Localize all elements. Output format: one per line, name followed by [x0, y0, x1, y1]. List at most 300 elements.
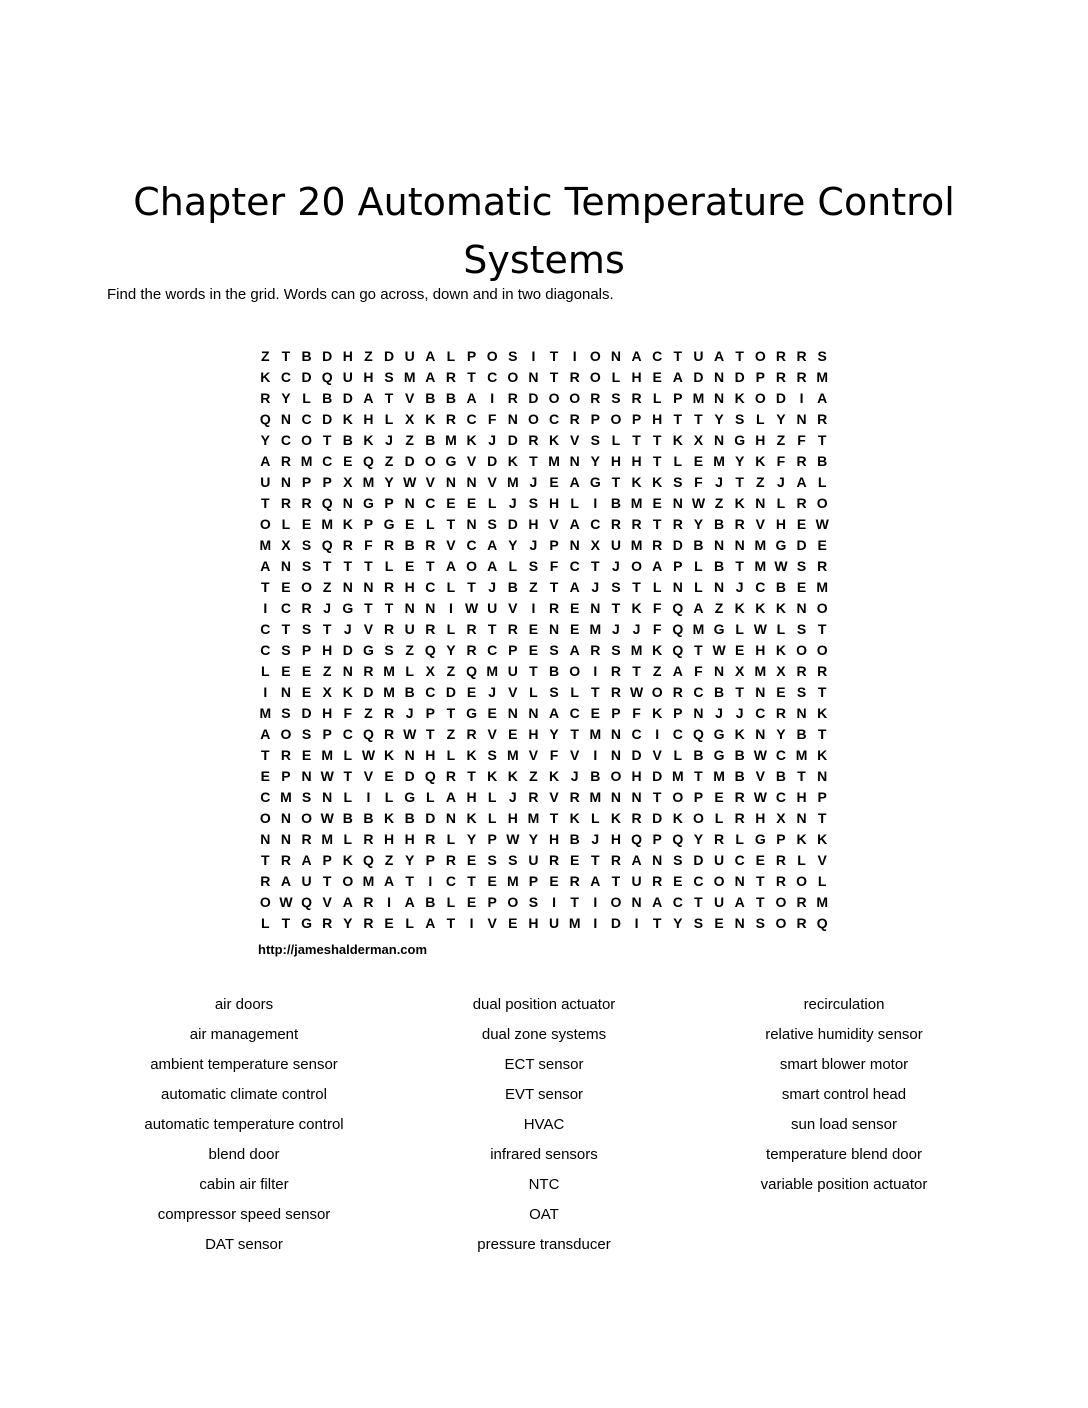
grid-cell: R: [301, 495, 312, 511]
grid-cell: B: [796, 726, 807, 742]
grid-cell: O: [259, 810, 271, 826]
grid-cell: L: [735, 831, 744, 847]
grid-cell: O: [527, 411, 539, 427]
grid-cell: R: [590, 642, 601, 658]
grid-cell: F: [364, 537, 373, 553]
grid-cell: J: [385, 432, 393, 448]
grid-cell: P: [322, 726, 332, 742]
grid-cell: B: [445, 390, 456, 406]
grid-cell: P: [673, 390, 683, 406]
grid-cell: P: [322, 852, 332, 868]
grid-cell: N: [714, 663, 725, 679]
grid-cell: T: [652, 516, 662, 532]
grid-cell: E: [817, 537, 827, 553]
grid-cell: N: [714, 390, 725, 406]
grid-cell: V: [508, 684, 518, 700]
grid-cell: T: [756, 873, 765, 889]
grid-cell: W: [464, 600, 479, 616]
grid-cell: B: [734, 768, 745, 784]
grid-cell: P: [611, 705, 621, 721]
grid-cell: D: [528, 390, 539, 406]
grid-cell: E: [673, 873, 683, 889]
grid-cell: J: [735, 579, 744, 595]
grid-cell: C: [549, 411, 560, 427]
grid-cell: D: [734, 369, 745, 385]
grid-cell: H: [528, 726, 539, 742]
grid-cell: Z: [446, 663, 456, 679]
grid-row: [255, 724, 833, 745]
grid-cell: X: [322, 684, 332, 700]
word-list: [94, 990, 994, 1260]
grid-cell: M: [671, 768, 684, 784]
grid-cell: O: [713, 873, 725, 889]
grid-cell: F: [549, 747, 559, 763]
grid-cell: S: [487, 747, 497, 763]
grid-cell: L: [529, 684, 538, 700]
grid-cell: D: [693, 852, 704, 868]
grid-cell: W: [753, 747, 767, 763]
grid-cell: E: [549, 474, 559, 490]
word-item: automatic temperature control: [144, 1116, 344, 1133]
grid-cell: T: [467, 369, 476, 385]
word-item: cabin air filter: [199, 1176, 289, 1193]
grid-cell: J: [735, 705, 744, 721]
grid-cell: J: [488, 432, 497, 448]
grid-cell: E: [301, 684, 312, 700]
grid-cell: L: [261, 663, 270, 679]
grid-cell: L: [735, 621, 744, 637]
grid-cell: S: [796, 684, 807, 700]
grid-cell: U: [301, 873, 312, 889]
grid-cell: K: [652, 642, 663, 658]
grid-cell: W: [815, 516, 829, 532]
grid-cell: L: [405, 915, 414, 931]
grid-cell: Z: [529, 768, 538, 784]
grid-cell: N: [734, 873, 745, 889]
grid-cell: T: [446, 705, 456, 721]
grid-cell: P: [487, 831, 497, 847]
grid-cell: R: [363, 915, 374, 931]
grid-cell: R: [672, 684, 683, 700]
grid-cell: V: [363, 621, 374, 637]
grid-cell: M: [383, 663, 395, 679]
grid-cell: D: [610, 915, 621, 931]
grid-cell: M: [321, 747, 334, 763]
grid-cell: Y: [693, 831, 704, 847]
grid-cell: M: [259, 705, 272, 721]
grid-cell: R: [507, 621, 518, 637]
grid-cell: B: [775, 768, 786, 784]
grid-cell: P: [281, 768, 291, 784]
grid-cell: L: [714, 810, 724, 826]
grid-cell: B: [404, 537, 415, 553]
grid-cell: H: [342, 348, 353, 364]
grid-cell: Z: [714, 600, 724, 616]
grid-cell: L: [384, 558, 394, 574]
grid-cell: R: [652, 873, 663, 889]
word-item: blend door: [208, 1146, 280, 1163]
word-item: HVAC: [523, 1116, 565, 1133]
grid-cell: P: [755, 369, 765, 385]
grid-row: [255, 850, 833, 871]
grid-cell: C: [280, 600, 291, 616]
grid-cell: V: [652, 747, 662, 763]
grid-cell: L: [446, 831, 456, 847]
grid-cell: V: [487, 726, 497, 742]
grid-cell: K: [549, 768, 560, 784]
grid-cell: N: [569, 453, 580, 469]
grid-cell: U: [631, 873, 642, 889]
grid-cell: D: [363, 684, 374, 700]
grid-cell: V: [466, 453, 477, 469]
grid-cell: B: [714, 516, 725, 532]
grid-cell: N: [280, 474, 291, 490]
word-item: pressure transducer: [477, 1236, 611, 1253]
grid-cell: G: [301, 915, 312, 931]
grid-cell: T: [591, 684, 600, 700]
word-search-grid: [255, 346, 833, 934]
grid-cell: O: [775, 894, 787, 910]
grid-cell: M: [259, 537, 272, 553]
grid-cell: T: [694, 411, 703, 427]
grid-cell: C: [755, 705, 766, 721]
grid-cell: Y: [549, 726, 559, 742]
grid-cell: S: [735, 411, 745, 427]
grid-cell: L: [384, 789, 394, 805]
grid-cell: C: [631, 726, 642, 742]
grid-cell: J: [715, 705, 723, 721]
grid-cell: B: [610, 495, 621, 511]
grid-cell: V: [549, 516, 559, 532]
grid-cell: Z: [405, 432, 414, 448]
word-list-column: [94, 990, 394, 1260]
grid-row: [255, 808, 833, 829]
grid-cell: E: [343, 453, 353, 469]
grid-cell: G: [383, 516, 395, 532]
grid-cell: K: [342, 852, 353, 868]
grid-cell: R: [445, 411, 456, 427]
grid-cell: L: [756, 411, 765, 427]
grid-cell: Q: [631, 831, 642, 847]
grid-cell: D: [445, 684, 456, 700]
grid-cell: R: [817, 663, 828, 679]
grid-cell: P: [466, 348, 477, 364]
grid-cell: F: [632, 705, 641, 721]
grid-cell: A: [652, 894, 663, 910]
grid-cell: R: [549, 600, 560, 616]
grid-cell: R: [363, 831, 374, 847]
grid-cell: O: [754, 348, 766, 364]
grid-cell: T: [261, 495, 270, 511]
grid-cell: I: [572, 348, 577, 364]
grid-cell: W: [506, 831, 520, 847]
grid-cell: T: [343, 558, 353, 574]
grid-cell: V: [487, 915, 497, 931]
grid-cell: T: [591, 852, 600, 868]
grid-cell: R: [569, 873, 580, 889]
grid-cell: E: [508, 915, 518, 931]
grid-cell: E: [384, 768, 394, 784]
grid-cell: Q: [672, 621, 684, 637]
grid-cell: K: [631, 474, 642, 490]
grid-cell: D: [652, 768, 663, 784]
grid-cell: I: [531, 600, 536, 616]
grid-cell: G: [589, 474, 601, 490]
grid-cell: C: [693, 873, 704, 889]
grid-cell: M: [506, 474, 519, 490]
grid-cell: N: [610, 789, 621, 805]
grid-cell: I: [593, 894, 598, 910]
grid-cell: S: [611, 642, 621, 658]
grid-cell: T: [632, 432, 641, 448]
grid-cell: J: [612, 621, 620, 637]
grid-cell: C: [425, 579, 436, 595]
grid-cell: M: [403, 369, 416, 385]
grid-cell: S: [301, 726, 312, 742]
grid-cell: E: [714, 789, 724, 805]
grid-cell: J: [591, 831, 600, 847]
grid-cell: R: [466, 621, 477, 637]
grid-cell: H: [631, 369, 642, 385]
grid-cell: S: [549, 642, 559, 658]
grid-cell: N: [445, 474, 456, 490]
grid-cell: L: [611, 432, 621, 448]
grid-cell: E: [528, 621, 539, 637]
grid-row: [255, 598, 833, 619]
grid-cell: S: [384, 369, 394, 385]
grid-cell: W: [712, 642, 726, 658]
grid-row: [255, 535, 833, 556]
grid-cell: K: [425, 411, 436, 427]
grid-cell: N: [507, 411, 518, 427]
grid-cell: C: [734, 852, 745, 868]
grid-cell: N: [466, 474, 477, 490]
grid-cell: L: [487, 495, 497, 511]
grid-cell: L: [652, 579, 662, 595]
grid-cell: A: [631, 852, 642, 868]
grid-cell: O: [280, 726, 292, 742]
grid-cell: M: [506, 747, 519, 763]
grid-row: [255, 682, 833, 703]
grid-cell: O: [342, 873, 354, 889]
grid-cell: Z: [776, 432, 786, 448]
grid-cell: R: [590, 390, 601, 406]
grid-cell: U: [714, 894, 725, 910]
grid-cell: Q: [672, 642, 684, 658]
grid-cell: X: [405, 411, 415, 427]
grid-cell: E: [570, 621, 580, 637]
grid-cell: R: [425, 621, 436, 637]
grid-row: [255, 640, 833, 661]
grid-cell: A: [693, 600, 704, 616]
grid-cell: M: [816, 369, 829, 385]
grid-cell: K: [631, 600, 642, 616]
grid-cell: E: [281, 663, 291, 679]
grid-cell: I: [531, 348, 536, 364]
grid-cell: A: [796, 474, 807, 490]
grid-cell: S: [301, 789, 312, 805]
grid-cell: T: [817, 810, 827, 826]
grid-cell: I: [552, 894, 556, 910]
grid-cell: V: [425, 474, 435, 490]
grid-cell: D: [693, 369, 704, 385]
grid-cell: R: [775, 873, 786, 889]
grid-cell: H: [507, 810, 518, 826]
grid-cell: Q: [301, 894, 312, 910]
grid-cell: E: [384, 915, 394, 931]
grid-cell: T: [611, 474, 621, 490]
word-item: ECT sensor: [504, 1056, 584, 1073]
grid-cell: N: [693, 705, 704, 721]
grid-cell: R: [775, 348, 786, 364]
grid-cell: O: [610, 894, 622, 910]
grid-cell: O: [259, 516, 271, 532]
grid-cell: T: [322, 621, 332, 637]
grid-cell: S: [817, 348, 827, 364]
grid-cell: H: [796, 789, 807, 805]
grid-cell: E: [549, 873, 559, 889]
grid-cell: R: [796, 369, 807, 385]
grid-cell: O: [796, 873, 807, 889]
grid-cell: G: [466, 705, 477, 721]
grid-cell: M: [506, 873, 519, 889]
grid-cell: R: [280, 747, 291, 763]
grid-cell: T: [817, 726, 827, 742]
grid-cell: E: [466, 894, 477, 910]
grid-cell: K: [817, 831, 828, 847]
grid-cell: K: [734, 390, 745, 406]
grid-cell: T: [467, 768, 476, 784]
grid-cell: C: [652, 348, 663, 364]
grid-cell: Y: [776, 726, 786, 742]
grid-cell: I: [448, 600, 453, 616]
grid-cell: H: [404, 579, 415, 595]
grid-cell: U: [404, 348, 415, 364]
grid-cell: T: [549, 348, 559, 364]
grid-cell: R: [384, 621, 395, 637]
word-item: NTC: [528, 1176, 560, 1193]
grid-cell: N: [590, 600, 601, 616]
grid-cell: Y: [693, 516, 704, 532]
grid-cell: R: [796, 453, 807, 469]
grid-cell: O: [259, 894, 271, 910]
grid-cell: S: [549, 684, 559, 700]
grid-cell: N: [425, 600, 436, 616]
grid-cell: N: [714, 432, 725, 448]
grid-cell: D: [384, 348, 395, 364]
grid-cell: T: [384, 390, 394, 406]
grid-cell: S: [611, 390, 621, 406]
grid-cell: X: [776, 810, 786, 826]
grid-cell: J: [529, 537, 538, 553]
grid-cell: L: [446, 747, 456, 763]
grid-cell: M: [630, 495, 643, 511]
grid-cell: P: [363, 516, 374, 532]
grid-cell: B: [322, 390, 333, 406]
grid-cell: E: [260, 768, 270, 784]
grid-cell: C: [425, 684, 436, 700]
grid-cell: Y: [528, 831, 539, 847]
grid-row: [255, 787, 833, 808]
grid-cell: T: [735, 348, 744, 364]
grid-cell: O: [589, 348, 601, 364]
grid-cell: B: [549, 663, 560, 679]
word-item: variable position actuator: [760, 1176, 928, 1193]
grid-cell: M: [754, 537, 767, 553]
grid-cell: N: [260, 831, 271, 847]
grid-cell: L: [405, 663, 414, 679]
grid-cell: L: [302, 390, 311, 406]
grid-cell: Z: [756, 474, 765, 490]
grid-cell: E: [570, 600, 580, 616]
grid-cell: K: [755, 453, 766, 469]
grid-cell: R: [796, 915, 807, 931]
grid-cell: S: [611, 579, 621, 595]
grid-cell: U: [528, 852, 539, 868]
grid-cell: N: [714, 369, 725, 385]
grid-cell: I: [593, 663, 598, 679]
grid-cell: S: [673, 852, 683, 868]
grid-cell: K: [796, 831, 807, 847]
grid-cell: E: [466, 495, 477, 511]
grid-cell: M: [362, 474, 375, 490]
grid-row: [255, 871, 833, 892]
grid-cell: N: [714, 537, 725, 553]
grid-cell: N: [280, 810, 291, 826]
grid-cell: T: [570, 894, 579, 910]
grid-cell: O: [424, 453, 436, 469]
grid-cell: J: [508, 789, 517, 805]
grid-cell: M: [300, 453, 313, 469]
grid-cell: R: [384, 726, 395, 742]
grid-cell: C: [775, 747, 786, 763]
word-item: compressor speed sensor: [157, 1206, 331, 1223]
grid-cell: N: [796, 600, 807, 616]
grid-cell: W: [403, 726, 417, 742]
grid-cell: R: [610, 684, 621, 700]
word-item: infrared sensors: [490, 1146, 598, 1163]
grid-cell: N: [363, 579, 374, 595]
grid-cell: G: [775, 537, 787, 553]
grid-cell: P: [776, 831, 786, 847]
grid-cell: G: [713, 747, 725, 763]
grid-cell: D: [301, 705, 312, 721]
grid-cell: M: [713, 768, 725, 784]
grid-cell: N: [631, 894, 642, 910]
grid-cell: R: [652, 537, 663, 553]
grid-cell: A: [260, 453, 271, 469]
word-item: air management: [189, 1026, 299, 1043]
grid-cell: F: [776, 453, 786, 469]
grid-cell: T: [426, 558, 435, 574]
grid-cell: S: [528, 894, 539, 910]
grid-cell: L: [570, 495, 579, 511]
grid-cell: C: [487, 642, 498, 658]
grid-cell: A: [445, 789, 456, 805]
grid-cell: S: [693, 915, 704, 931]
grid-cell: T: [652, 453, 662, 469]
grid-cell: L: [611, 369, 621, 385]
grid-cell: R: [631, 390, 642, 406]
grid-cell: P: [631, 411, 642, 427]
grid-cell: R: [322, 915, 333, 931]
grid-cell: E: [796, 516, 807, 532]
grid-cell: R: [528, 432, 539, 448]
grid-cell: F: [694, 663, 703, 679]
grid-cell: D: [775, 390, 786, 406]
grid-cell: E: [405, 558, 415, 574]
grid-cell: Q: [321, 369, 333, 385]
